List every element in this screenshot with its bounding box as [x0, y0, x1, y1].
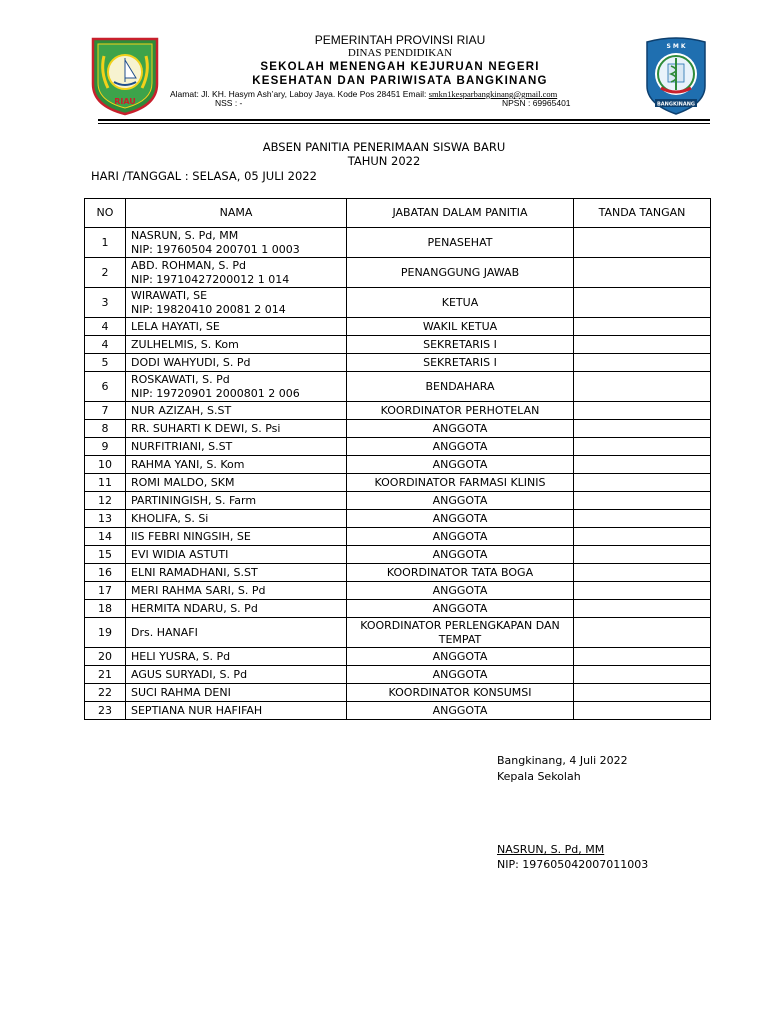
row-number: 1: [85, 228, 126, 258]
row-name-cell: [126, 600, 347, 618]
signature-cell[interactable]: [574, 702, 711, 720]
member-name: NURFITRIANI, S.ST: [131, 439, 233, 453]
row-number: 20: [85, 648, 126, 666]
member-name: SUCI RAHMA DENI: [131, 685, 231, 699]
signature-cell[interactable]: [574, 438, 711, 456]
row-name-cell: [126, 438, 347, 456]
letterhead-school-line1: SEKOLAH MENENGAH KEJURUAN NEGERI: [260, 61, 540, 73]
member-position: ANGGOTA: [347, 666, 574, 684]
row-name-cell: [126, 546, 347, 564]
signature-place-date: Bangkinang, 4 Juli 2022: [497, 754, 628, 767]
member-position: KOORDINATOR PERLENGKAPAN DAN TEMPAT: [347, 618, 574, 648]
right-logo-badge: S M K: [666, 43, 686, 50]
letterhead-government: PEMERINTAH PROVINSI RIAU: [314, 33, 486, 47]
table-row: [85, 438, 711, 456]
signature-cell[interactable]: [574, 420, 711, 438]
table-row: [85, 546, 711, 564]
row-number: 17: [85, 582, 126, 600]
header-name: NAMA: [126, 199, 347, 228]
member-name: RAHMA YANI, S. Kom: [131, 457, 245, 471]
row-number: 18: [85, 600, 126, 618]
member-name: DODI WAHYUDI, S. Pd: [131, 355, 251, 369]
signature-cell[interactable]: [574, 582, 711, 600]
member-name: ZULHELMIS, S. Kom: [131, 337, 239, 351]
member-name: ROSKAWATI, S. Pd: [131, 372, 230, 386]
member-position: ANGGOTA: [347, 648, 574, 666]
row-name-cell: [126, 492, 347, 510]
member-position: ANGGOTA: [347, 492, 574, 510]
member-position: PENASEHAT: [347, 228, 574, 258]
header-no: NO: [85, 199, 126, 228]
signature-cell[interactable]: [574, 228, 711, 258]
member-name: Drs. HANAFI: [131, 625, 198, 639]
member-nip: NIP: 19720901 2000801 2 006: [131, 386, 300, 400]
row-name-cell: [126, 336, 347, 354]
signature-cell[interactable]: [574, 528, 711, 546]
document-year: TAHUN 2022: [347, 154, 421, 168]
member-name: EVI WIDIA ASTUTI: [131, 547, 229, 561]
member-position: ANGGOTA: [347, 702, 574, 720]
letterhead-rule-thick: [98, 119, 710, 121]
table-header-row: [85, 199, 711, 228]
member-name: SEPTIANA NUR HAFIFAH: [131, 703, 263, 717]
member-position: SEKRETARIS I: [347, 336, 574, 354]
document-date: HARI /TANGGAL : SELASA, 05 JULI 2022: [91, 169, 317, 183]
row-number: 19: [85, 618, 126, 648]
smk-kesehatan-logo: [641, 36, 711, 116]
table-row: [85, 474, 711, 492]
member-position: PENANGGUNG JAWAB: [347, 258, 574, 288]
row-name-cell: [126, 582, 347, 600]
signature-cell[interactable]: [574, 492, 711, 510]
table-row: [85, 288, 711, 318]
member-name: ELNI RAMADHANI, S.ST: [131, 565, 258, 579]
row-number: 11: [85, 474, 126, 492]
row-name-cell: [126, 402, 347, 420]
row-number: 5: [85, 354, 126, 372]
row-name-cell: [126, 372, 347, 402]
member-position: KOORDINATOR KONSUMSI: [347, 684, 574, 702]
row-number: 7: [85, 402, 126, 420]
member-name: MERI RAHMA SARI, S. Pd: [131, 583, 266, 597]
member-name: LELA HAYATI, SE: [131, 319, 220, 333]
header-signature: TANDA TANGAN: [574, 199, 711, 228]
member-name: HELI YUSRA, S. Pd: [131, 649, 231, 663]
table-row: [85, 420, 711, 438]
table-row: [85, 528, 711, 546]
row-number: 3: [85, 288, 126, 318]
signature-cell[interactable]: [574, 510, 711, 528]
member-position: KETUA: [347, 288, 574, 318]
member-name: ABD. ROHMAN, S. Pd: [131, 258, 246, 272]
row-number: 9: [85, 438, 126, 456]
signature-cell[interactable]: [574, 618, 711, 648]
member-position: ANGGOTA: [347, 600, 574, 618]
row-number: 10: [85, 456, 126, 474]
member-nip: NIP: 19760504 200701 1 0003: [131, 242, 300, 256]
row-name-cell: [126, 510, 347, 528]
row-name-cell: [126, 354, 347, 372]
member-name: HERMITA NDARU, S. Pd: [131, 601, 258, 615]
signature-cell[interactable]: [574, 318, 711, 336]
row-name-cell: [126, 420, 347, 438]
row-name-cell: [126, 318, 347, 336]
row-name-cell: [126, 618, 347, 648]
member-name: AGUS SURYADI, S. Pd: [131, 667, 248, 681]
row-name-cell: [126, 456, 347, 474]
signature-nip: NIP: 197605042007011003: [497, 858, 649, 871]
member-name: ROMI MALDO, SKM: [131, 475, 235, 489]
document-title: ABSEN PANITIA PENERIMAAN SISWA BARU: [262, 140, 506, 154]
table-row: [85, 258, 711, 288]
table-row: [85, 666, 711, 684]
right-logo-text: BANGKINANG: [656, 101, 696, 108]
row-number: 21: [85, 666, 126, 684]
member-position: ANGGOTA: [347, 420, 574, 438]
row-name-cell: [126, 288, 347, 318]
signature-cell[interactable]: [574, 666, 711, 684]
email-link[interactable]: smkn1kesparbangkinang@gmail.com: [428, 89, 558, 99]
row-name-cell: [126, 564, 347, 582]
address-text: Alamat: Jl. KH. Hasym Ash’ary, Laboy Jaya. Kode Pos 28451 Email:: [170, 89, 429, 99]
member-position: ANGGOTA: [347, 546, 574, 564]
row-number: 13: [85, 510, 126, 528]
table-row: [85, 564, 711, 582]
signature-cell[interactable]: [574, 354, 711, 372]
row-number: 22: [85, 684, 126, 702]
row-name-cell: [126, 258, 347, 288]
member-name: NUR AZIZAH, S.ST: [131, 403, 232, 417]
table-row: [85, 318, 711, 336]
table-row: [85, 510, 711, 528]
signature-cell[interactable]: [574, 546, 711, 564]
table-row: [85, 402, 711, 420]
member-name: KHOLIFA, S. Si: [131, 511, 209, 525]
member-position: ANGGOTA: [347, 510, 574, 528]
signature-cell[interactable]: [574, 648, 711, 666]
row-number: 15: [85, 546, 126, 564]
member-nip: NIP: 19820410 20081 2 014: [131, 302, 286, 316]
member-position: SEKRETARIS I: [347, 354, 574, 372]
row-number: 2: [85, 258, 126, 288]
member-position: WAKIL KETUA: [347, 318, 574, 336]
signature-cell[interactable]: [574, 474, 711, 492]
header-position: JABATAN DALAM PANITIA: [347, 199, 574, 228]
table-row: [85, 702, 711, 720]
table-row: [85, 582, 711, 600]
row-name-cell: [126, 648, 347, 666]
member-position: ANGGOTA: [347, 438, 574, 456]
signature-cell[interactable]: [574, 288, 711, 318]
signature-cell[interactable]: [574, 336, 711, 354]
member-name: NASRUN, S. Pd, MM: [131, 228, 239, 242]
row-name-cell: [126, 228, 347, 258]
signature-cell[interactable]: [574, 684, 711, 702]
member-position: KOORDINATOR PERHOTELAN: [347, 402, 574, 420]
table-row: [85, 456, 711, 474]
member-position: ANGGOTA: [347, 582, 574, 600]
letterhead-rule-thin: [98, 123, 710, 124]
letterhead-school-line2: KESEHATAN DAN PARIWISATA BANGKINANG: [252, 75, 548, 87]
table-row: [85, 354, 711, 372]
row-number: 16: [85, 564, 126, 582]
letterhead-nss: NSS : -: [215, 98, 243, 108]
member-nip: NIP: 19710427200012 1 014: [131, 272, 290, 286]
table-row: [85, 684, 711, 702]
row-number: 6: [85, 372, 126, 402]
member-position: BENDAHARA: [347, 372, 574, 402]
signature-name: NASRUN, S. Pd, MM: [497, 843, 605, 856]
table-row: [85, 618, 711, 648]
table-row: [85, 228, 711, 258]
left-logo-text: RIAU: [114, 97, 136, 106]
signature-cell[interactable]: [574, 258, 711, 288]
member-position: ANGGOTA: [347, 456, 574, 474]
row-name-cell: [126, 684, 347, 702]
letterhead-npsn: NPSN : 69965401: [502, 98, 571, 108]
table-row: [85, 600, 711, 618]
table-row: [85, 372, 711, 402]
member-name: PARTININGISH, S. Farm: [131, 493, 257, 507]
row-number: 8: [85, 420, 126, 438]
table-row: [85, 492, 711, 510]
signature-cell[interactable]: [574, 564, 711, 582]
member-position: ANGGOTA: [347, 528, 574, 546]
table-row: [85, 648, 711, 666]
row-number: 4: [85, 336, 126, 354]
member-position: KOORDINATOR FARMASI KLINIS: [347, 474, 574, 492]
member-position: KOORDINATOR TATA BOGA: [347, 564, 574, 582]
table-row: [85, 336, 711, 354]
signature-cell[interactable]: [574, 600, 711, 618]
signature-cell[interactable]: [574, 372, 711, 402]
row-number: 4: [85, 318, 126, 336]
row-number: 12: [85, 492, 126, 510]
row-name-cell: [126, 666, 347, 684]
row-name-cell: [126, 474, 347, 492]
signature-cell[interactable]: [574, 456, 711, 474]
riau-emblem-logo: [90, 36, 160, 116]
member-name: IIS FEBRI NINGSIH, SE: [131, 529, 251, 543]
letterhead-department: DINAS PENDIDIKAN: [347, 47, 453, 59]
member-name: WIRAWATI, SE: [131, 288, 208, 302]
signature-role: Kepala Sekolah: [497, 770, 581, 783]
member-name: RR. SUHARTI K DEWI, S. Psi: [131, 421, 281, 435]
attendance-table: [84, 198, 711, 720]
signature-cell[interactable]: [574, 402, 711, 420]
row-name-cell: [126, 702, 347, 720]
row-number: 23: [85, 702, 126, 720]
row-number: 14: [85, 528, 126, 546]
row-name-cell: [126, 528, 347, 546]
